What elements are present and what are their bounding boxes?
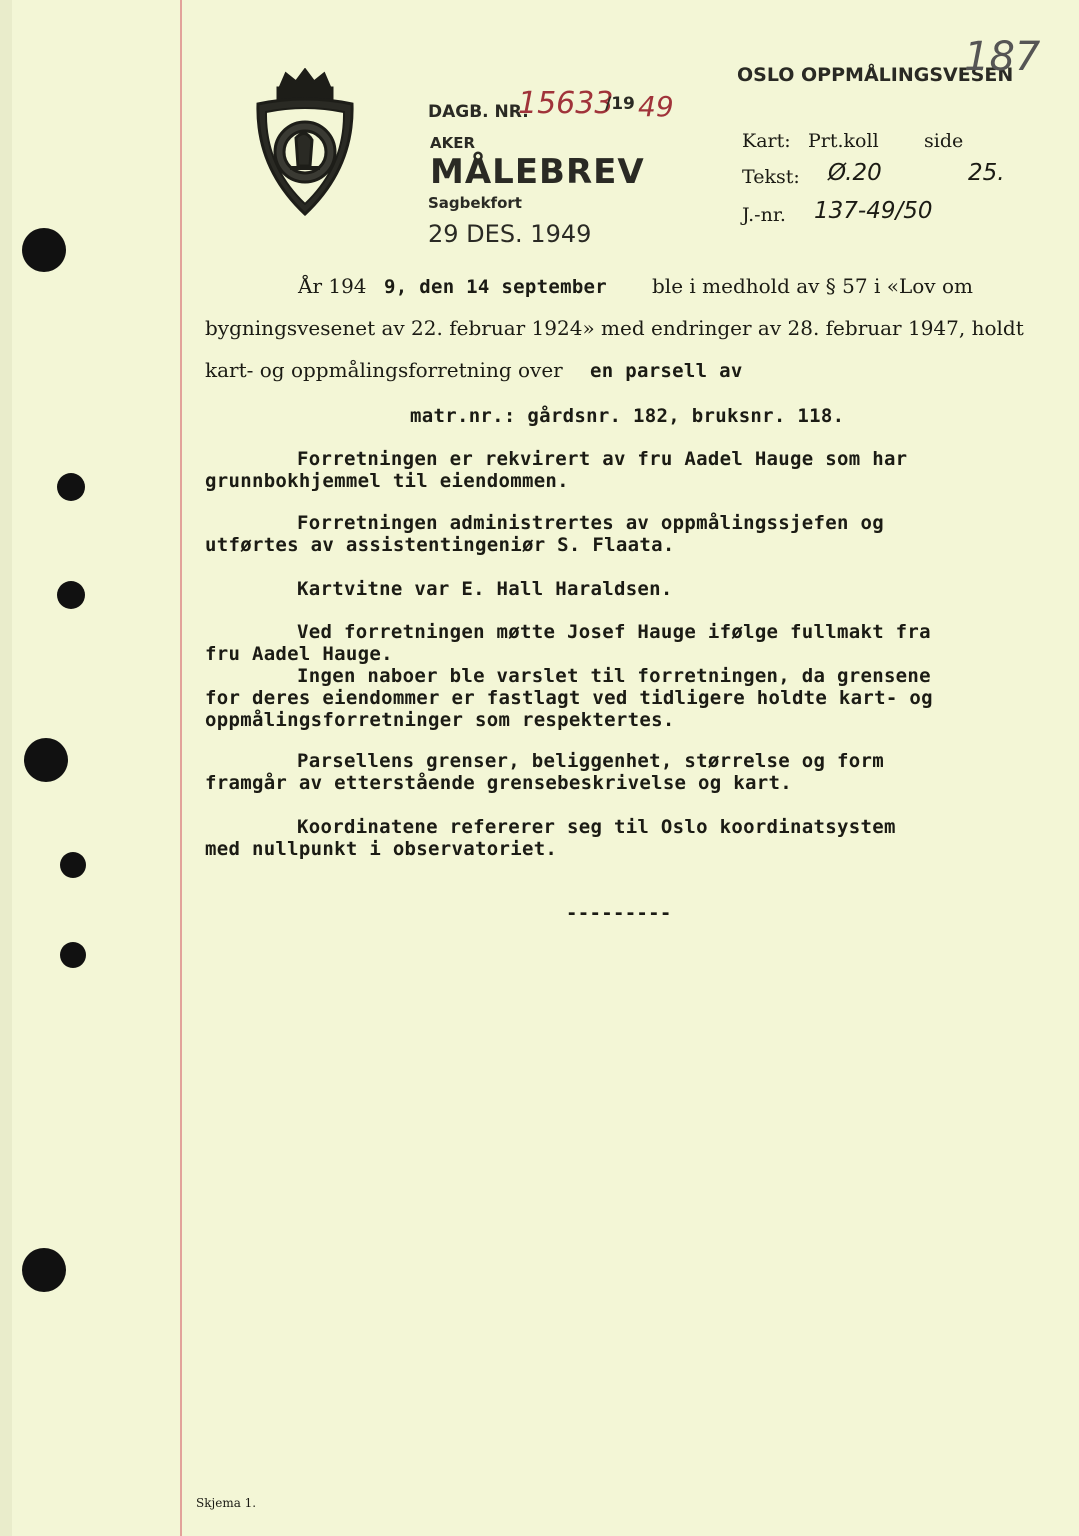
paragraph-line: Ingen naboer ble varslet til forretningen, da grensene xyxy=(297,665,931,687)
intro-line-2: bygningsvesenet av 22. februar 1924» med endringer av 28. februar 1947, holdt xyxy=(205,316,1024,340)
paragraph-line: framgår av etterstående grensebeskrivelse og kart. xyxy=(205,772,792,794)
document-title: MÅLEBREV xyxy=(430,152,645,192)
intro-line-3: kart- og oppmålingsforretning over xyxy=(205,358,563,382)
oslo-crest-logo xyxy=(250,68,360,218)
paragraph-line: for deres eiendommer er fastlagt ved tidligere holdte kart- og xyxy=(205,687,933,709)
paragraph-line: grunnbokhjemmel til eiendommen. xyxy=(205,470,569,492)
office-name: OSLO OPPMÅLINGSVESEN xyxy=(737,64,1014,86)
paragraph-line: fru Aadel Hauge. xyxy=(205,643,393,665)
sagbekfort-label: Sagbekfort xyxy=(428,194,522,212)
punch-hole xyxy=(24,738,68,782)
paragraph-line: Forretningen er rekvirert av fru Aadel Hauge som har xyxy=(297,448,908,470)
date-stamp: 29 DES. 1949 xyxy=(428,220,592,248)
intro-date: 9, den 14 september xyxy=(384,276,608,298)
tekst-label: Tekst: xyxy=(742,166,800,188)
punch-hole xyxy=(57,581,85,609)
form-number: Skjema 1. xyxy=(196,1496,257,1510)
paragraph-line: med nullpunkt i observatoriet. xyxy=(205,838,558,860)
side-label: side xyxy=(924,130,964,152)
paragraph-coordinates xyxy=(205,816,896,860)
dagb-number: 15633 xyxy=(518,86,614,121)
paragraph-attendance xyxy=(205,621,933,731)
paragraph-line: Forretningen administrertes av oppmålingssjefen og xyxy=(297,512,884,534)
paragraph-line: Ved forretningen møtte Josef Hauge ifølge fullmakt fra xyxy=(297,621,931,643)
end-rule: --------- xyxy=(566,902,672,924)
matr-line: matr.nr.: gårdsnr. 182, bruksnr. 118. xyxy=(410,405,845,427)
intro-year-prefix: År 194 xyxy=(298,274,367,298)
punch-hole xyxy=(60,942,86,968)
margin-line xyxy=(180,0,182,1536)
paragraph-requisition xyxy=(205,448,907,492)
paragraph-witness xyxy=(205,578,673,600)
paragraph-line: utførtes av assistentingeniør S. Flaata. xyxy=(205,534,675,556)
paragraph-boundaries xyxy=(205,750,884,794)
jnr-label: J.-nr. xyxy=(742,204,786,226)
punch-hole xyxy=(60,852,86,878)
punch-hole xyxy=(22,228,66,272)
paragraph-line: Koordinatene refererer seg til Oslo koordinatsystem xyxy=(297,816,896,838)
punch-hole xyxy=(57,473,85,501)
kart-value: Prt.koll xyxy=(808,130,879,152)
dagb-suffix: /19 xyxy=(605,94,635,114)
paragraph-line: Kartvitne var E. Hall Haraldsen. xyxy=(297,578,673,600)
page-number: 187 xyxy=(964,34,1041,80)
paragraph-administration xyxy=(205,512,884,556)
intro-parcel: en parsell av xyxy=(590,360,743,382)
aker-label: AKER xyxy=(430,134,476,152)
paragraph-line: Parsellens grenser, beliggenhet, størrelse og form xyxy=(297,750,884,772)
kart-label: Kart: xyxy=(742,130,791,152)
dagb-label: DAGB. NR. xyxy=(428,102,529,122)
tekst-side: 25. xyxy=(968,160,1005,186)
tekst-value: Ø.20 xyxy=(828,160,882,186)
paragraph-line: oppmålingsforretninger som respektertes. xyxy=(205,709,675,731)
dagb-year: 49 xyxy=(638,90,674,123)
intro-law-ref: ble i medhold av § 57 i «Lov om xyxy=(652,274,973,298)
punch-hole xyxy=(22,1248,66,1292)
scan-left-edge xyxy=(0,0,12,1536)
jnr-value: 137-49/50 xyxy=(814,198,933,224)
